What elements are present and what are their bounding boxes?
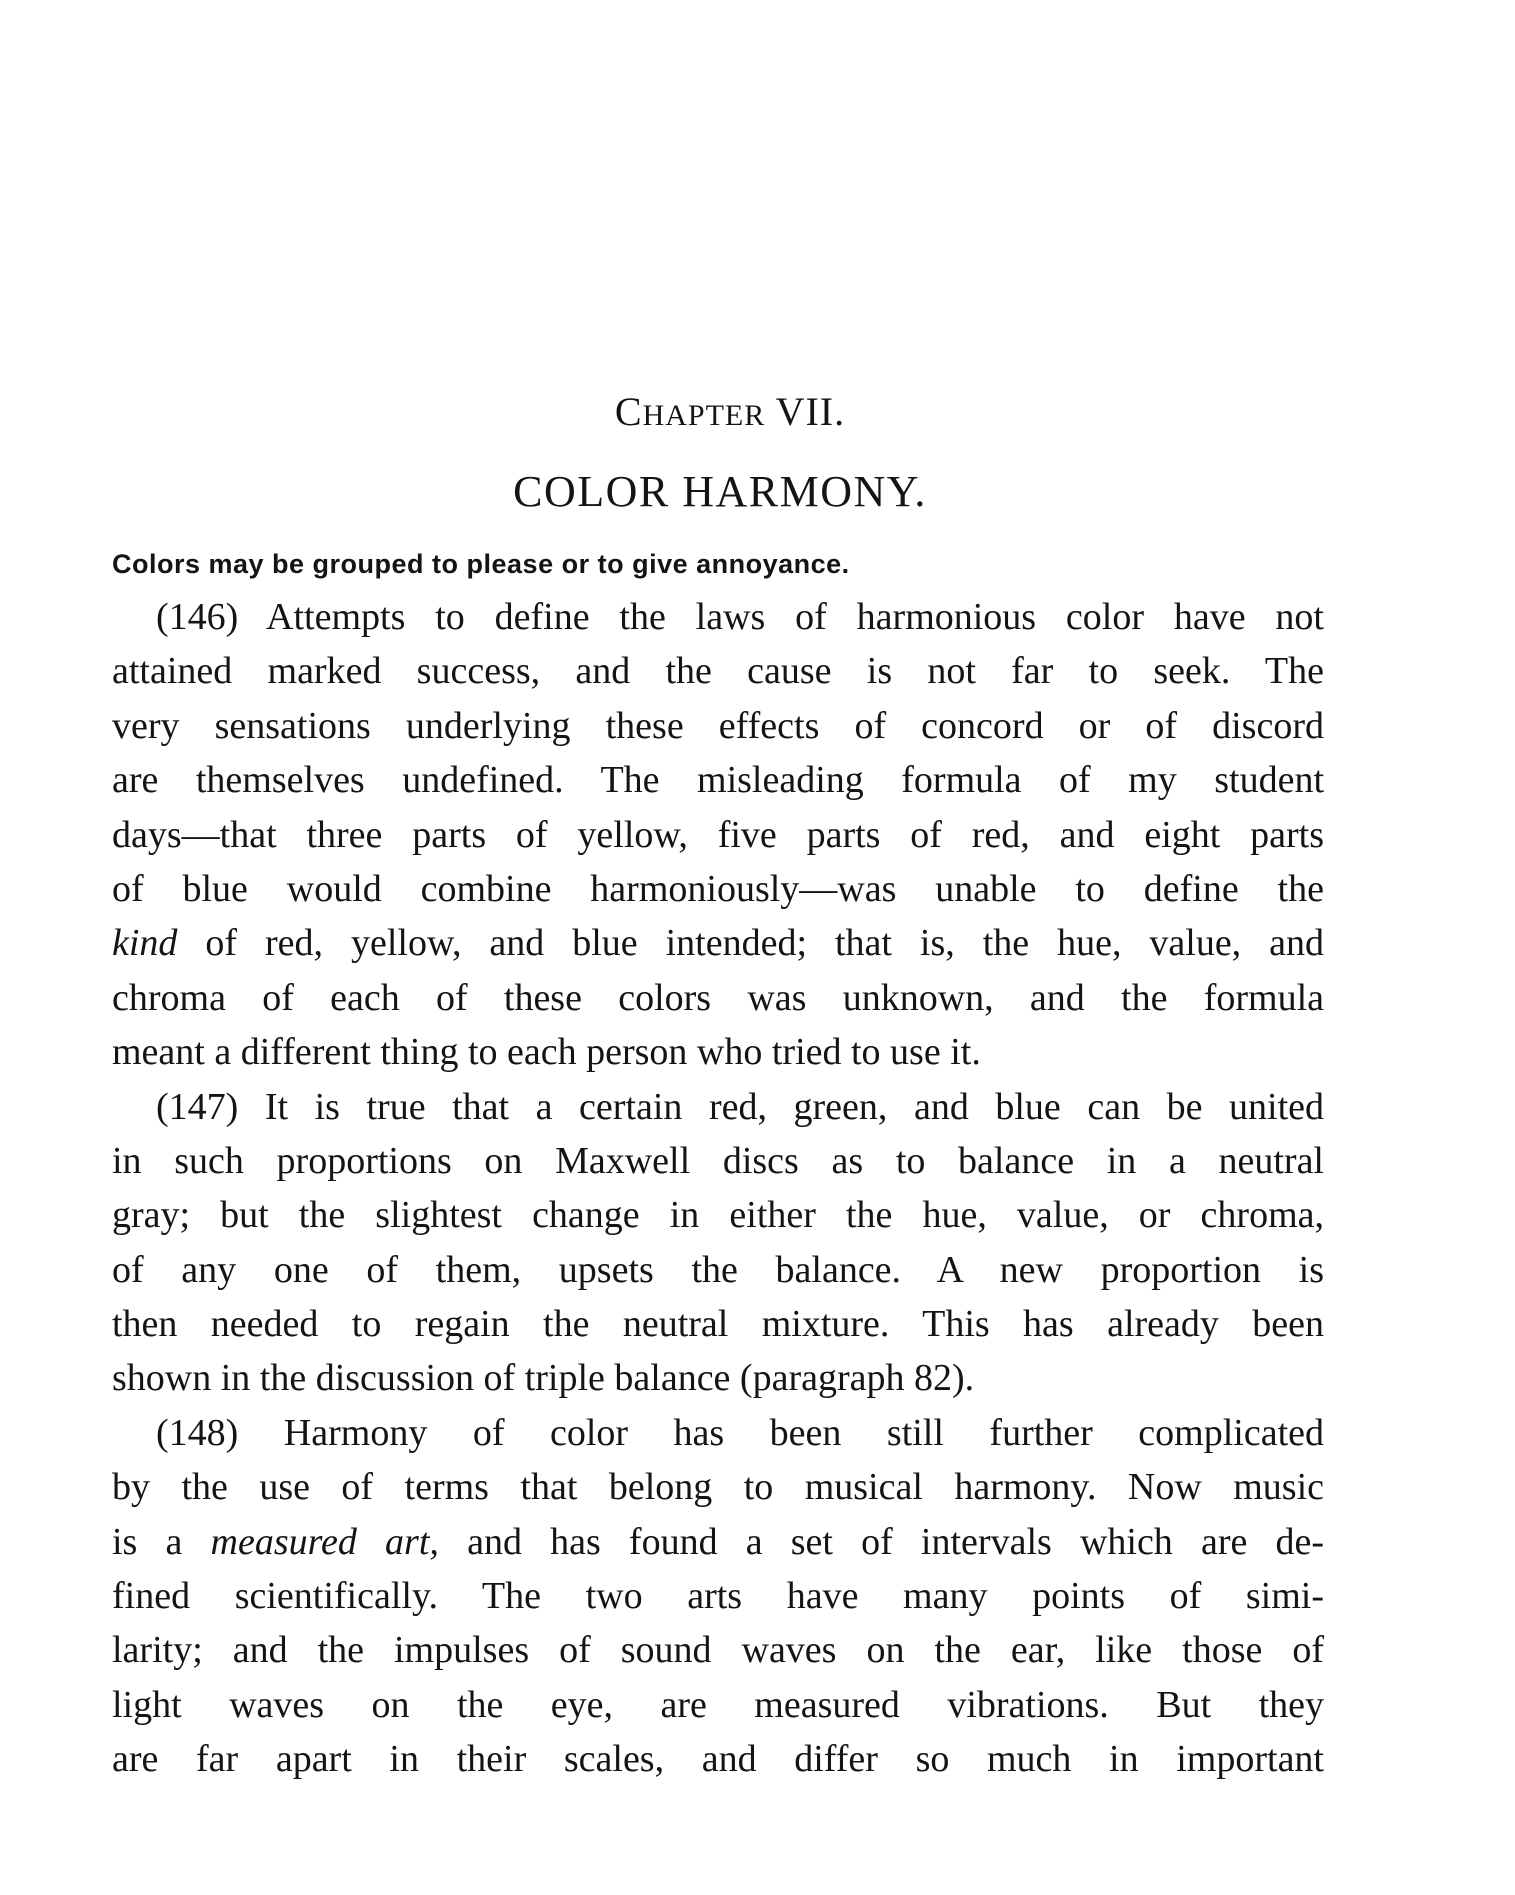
italic-kind: kind — [112, 922, 178, 965]
side-note: Colors may be grouped to please or to give annoyance. — [112, 549, 850, 579]
text-line: fined scientifically. The two arts have many points of simi- — [112, 1575, 1324, 1618]
text-line: of blue would combine harmoniously—was unable to define the — [112, 867, 1324, 910]
text-line: light waves on the eye, are measured vibrations. But they — [112, 1683, 1324, 1726]
text-line: attained marked success, and the cause is not far to seek. The — [112, 650, 1324, 693]
text-line: in such proportions on Maxwell discs as to balance in a neutral — [112, 1139, 1324, 1182]
text-line: meant a different thing to each person who tried to use it. — [112, 1031, 981, 1074]
body-text — [112, 590, 1324, 1787]
text-line: are far apart in their scales, and differ so much in important — [112, 1738, 1324, 1781]
text-line: gray; but the slightest change in either the hue, value, or chroma, — [112, 1194, 1324, 1237]
text-line: larity; and the impulses of sound waves on the ear, like those of — [112, 1629, 1324, 1672]
text-line: days—that three parts of yellow, five parts of red, and eight parts — [112, 813, 1324, 856]
text-line: by the use of terms that belong to musical harmony. Now music — [112, 1466, 1324, 1509]
text-line: very sensations underlying these effects of concord or of discord — [112, 704, 1324, 747]
text-line: chroma of each of these colors was unknown, and the formula — [112, 976, 1324, 1019]
text-line: of any one of them, upsets the balance. A new proportion is — [112, 1248, 1324, 1291]
italic-measured-art: measured art, — [210, 1520, 439, 1563]
chapter-title: COLOR HARMONY. — [513, 467, 927, 516]
chapter-label-initial: C — [614, 389, 643, 434]
text-line — [112, 1515, 1324, 1569]
text-line-rest: and has found a set of intervals which are de- — [467, 1520, 1325, 1563]
text-line: (146) Attempts to define the laws of harmonious color have not — [156, 596, 1324, 638]
text-line: (147) It is true that a certain red, green, and blue can be united — [156, 1085, 1324, 1128]
chapter-label-rest: HAPTER — [642, 399, 766, 432]
text-line: (148) Harmony of color has been still further complicated — [156, 1411, 1324, 1454]
text-line — [112, 916, 1324, 970]
chapter-label — [0, 388, 1460, 440]
text-line: shown in the discussion of triple balance (paragraph 82). — [112, 1357, 975, 1400]
chapter-number: VII. — [775, 389, 846, 434]
text-line-start: is a — [112, 1520, 183, 1563]
text-line: are themselves undefined. The misleading formula of my student — [112, 759, 1324, 802]
text-line: then needed to regain the neutral mixture. This has already been — [112, 1303, 1324, 1346]
text-line-rest: of red, yellow, and blue intended; that is, the hue, value, and — [205, 922, 1325, 965]
